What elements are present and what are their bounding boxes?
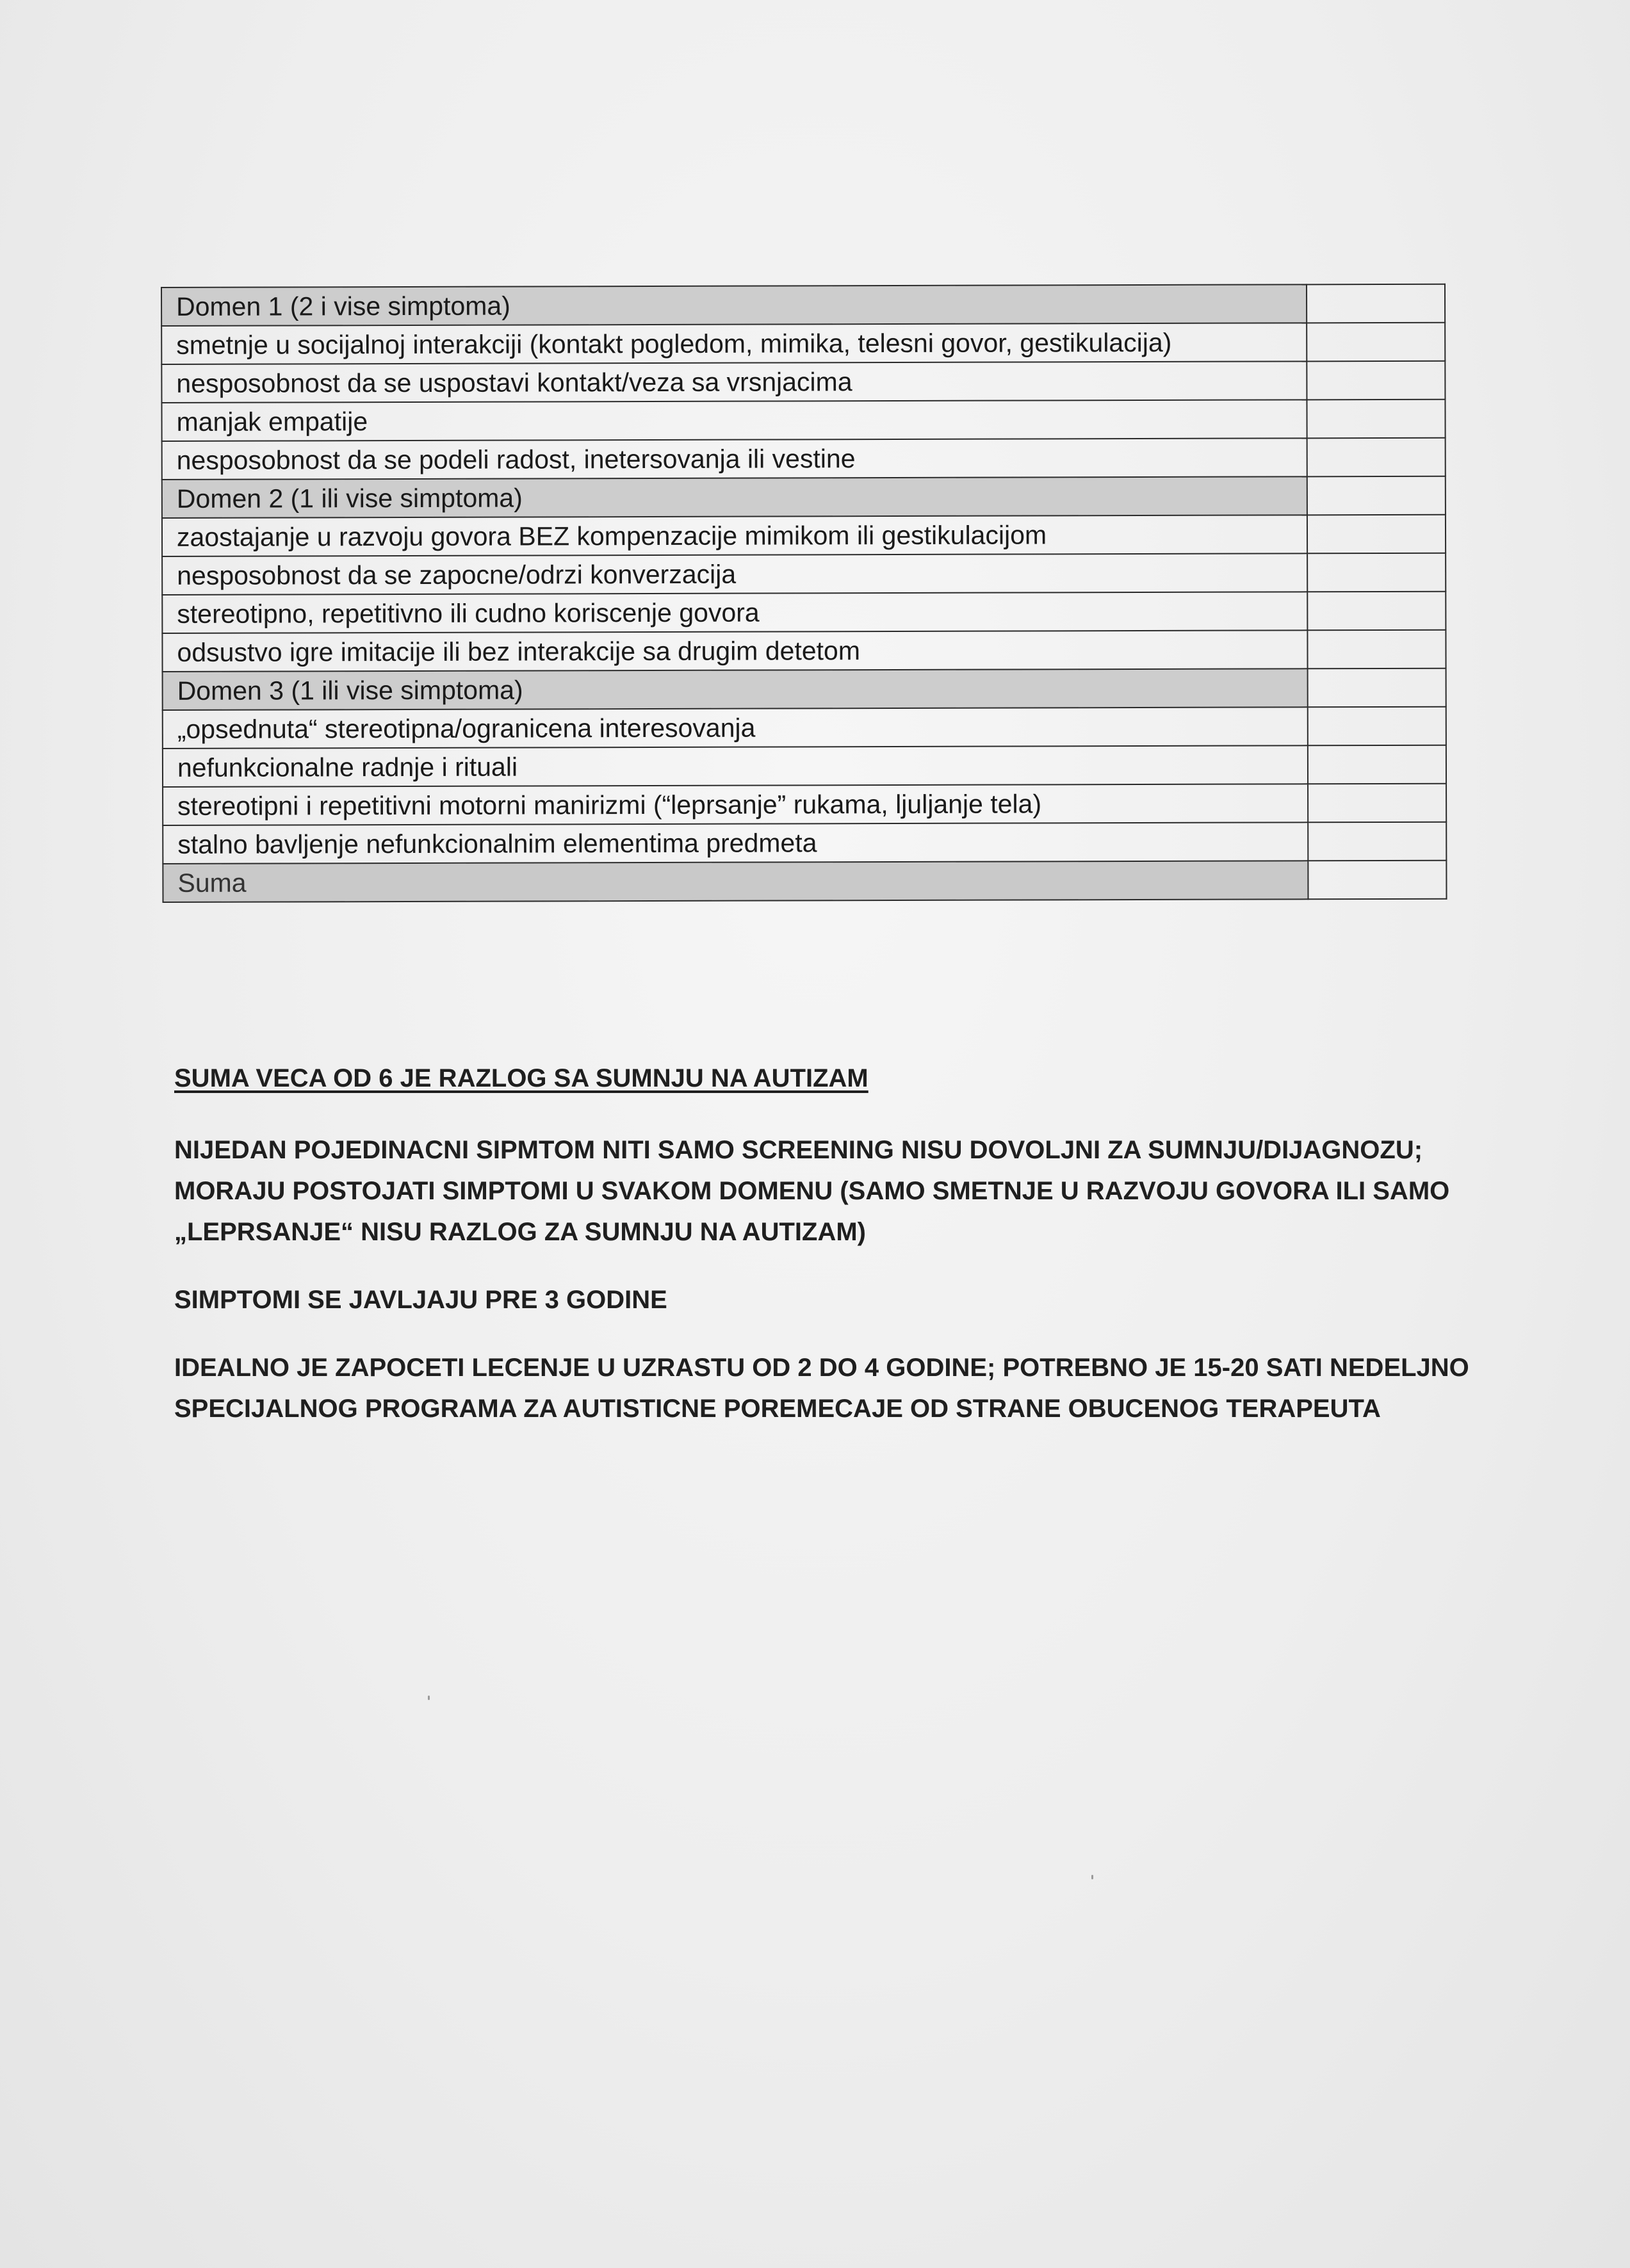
score-cell[interactable] <box>1307 284 1445 323</box>
notes-section <box>174 1058 1474 1456</box>
symptom-row <box>163 784 1446 825</box>
symptom-label: stereotipni i repetitivni motorni manirizmi (“leprsanje” rukama, ljuljanje tela) <box>163 784 1308 825</box>
score-cell[interactable] <box>1308 822 1446 861</box>
symptom-label: manjak empatije <box>161 400 1307 441</box>
symptom-row <box>163 822 1446 864</box>
symptom-row <box>163 707 1446 749</box>
symptom-row <box>162 438 1446 480</box>
symptom-row <box>161 361 1445 403</box>
onset-note: SIMPTOMI SE JAVLJAJU PRE 3 GODINE <box>174 1286 667 1314</box>
score-cell[interactable] <box>1308 707 1446 746</box>
domain-header-row <box>163 668 1446 710</box>
sum-value-cell[interactable] <box>1308 861 1446 900</box>
score-cell[interactable] <box>1307 515 1446 554</box>
symptom-label: stereotipno, repetitivno ili cudno koriscenje govora <box>162 592 1307 633</box>
domain-label: Domen 3 (1 ili vise simptoma) <box>163 668 1308 710</box>
symptom-label: stalno bavljenje nefunkcionalnim elementima predmeta <box>163 822 1308 864</box>
score-cell[interactable] <box>1307 361 1445 400</box>
score-cell[interactable] <box>1308 745 1446 784</box>
symptom-label: smetnje u socijalnoj interakciji (kontakt pogledom, mimika, telesni govor, gestikulacija) <box>161 323 1307 364</box>
symptom-row <box>162 553 1446 595</box>
symptom-row <box>161 323 1445 364</box>
paper-speck <box>428 1696 430 1700</box>
symptom-label: nesposobnost da se uspostavi kontakt/veza sa vrsnjacima <box>161 361 1307 403</box>
symptom-label: odsustvo igre imitacije ili bez interakcije sa drugim detetom <box>162 630 1307 672</box>
paper-speck <box>1091 1875 1093 1879</box>
symptom-row <box>162 515 1446 556</box>
diagnosis-note: NIJEDAN POJEDINACNI SIPMTOM NITI SAMO SCREENING NISU DOVOLJNI ZA SUMNJU/DIJAGNOZU; MORAJU POSTOJATI SIMPTOMI U SVAKOM DOMENU (SAMO SMETNJE U RAZVOJU GOVORA ILI SAMO „LEPRSANJE“ NISU RAZLOG ZA SUMNJU NA AUTIZAM) <box>174 1136 1450 1246</box>
score-cell[interactable] <box>1308 668 1446 708</box>
symptom-row <box>162 630 1446 672</box>
domain-header-row <box>161 284 1445 326</box>
symptom-row <box>163 745 1446 787</box>
score-cell[interactable] <box>1308 784 1446 823</box>
symptom-label: nesposobnost da se podeli radost, inetersovanja ili vestine <box>162 438 1307 480</box>
sum-row <box>163 861 1446 902</box>
domain-header-row <box>162 476 1446 518</box>
domain-label: Domen 1 (2 i vise simptoma) <box>161 284 1307 326</box>
treatment-note: IDEALNO JE ZAPOCETI LECENJE U UZRASTU OD 2 DO 4 GODINE; POTREBNO JE 15-20 SATI NEDELJNO SPECIJALNOG PROGRAMA ZA AUTISTICNE POREMECAJE OD STRANE OBUCENOG TERAPEUTA <box>174 1354 1469 1423</box>
score-cell[interactable] <box>1307 400 1445 439</box>
symptom-label: „opsednuta“ stereotipna/ogranicena interesovanja <box>163 707 1308 749</box>
symptom-row <box>161 400 1445 441</box>
symptom-label: nefunkcionalne radnje i rituali <box>163 745 1308 787</box>
symptom-label: nesposobnost da se zapocne/odrzi konverzacija <box>162 553 1307 595</box>
score-cell[interactable] <box>1307 323 1445 362</box>
score-cell[interactable] <box>1307 553 1446 592</box>
score-cell[interactable] <box>1307 630 1446 669</box>
domain-label: Domen 2 (1 ili vise simptoma) <box>162 476 1307 518</box>
threshold-note: SUMA VECA OD 6 JE RAZLOG SA SUMNJU NA AUTIZAM <box>174 1064 868 1092</box>
checklist-body <box>161 284 1447 902</box>
symptom-row <box>162 592 1446 633</box>
symptom-checklist-table <box>161 284 1447 903</box>
symptom-label: zaostajanje u razvoju govora BEZ kompenzacije mimikom ili gestikulacijom <box>162 515 1307 556</box>
sum-label: Suma <box>163 861 1308 902</box>
score-cell[interactable] <box>1307 438 1446 477</box>
score-cell[interactable] <box>1307 476 1446 515</box>
score-cell[interactable] <box>1307 592 1446 631</box>
